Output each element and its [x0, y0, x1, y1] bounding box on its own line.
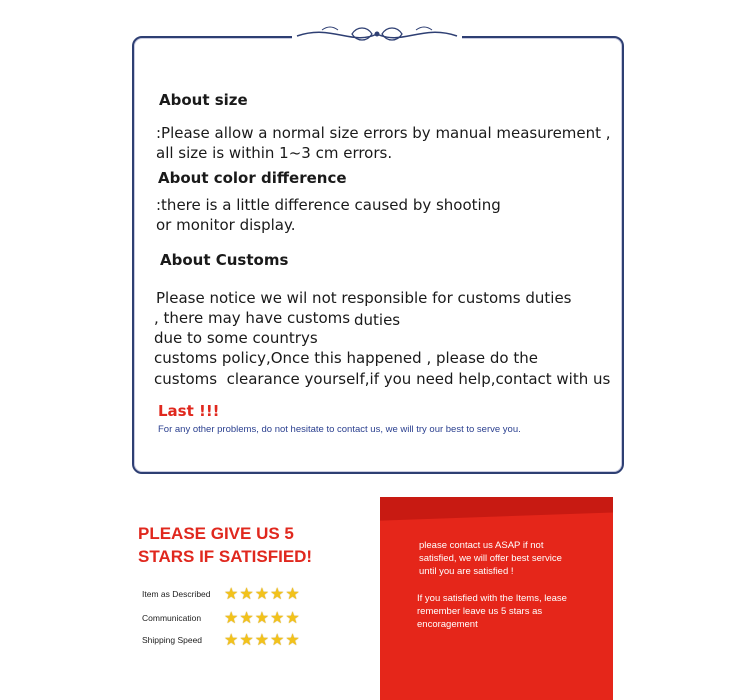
star-icon: ★	[254, 608, 270, 627]
rating-label: Communication	[142, 613, 202, 623]
red-card-para2-line1: If you satisfied with the Items, lease	[417, 593, 567, 604]
red-card-para1-line1: please contact us ASAP if not	[419, 540, 544, 551]
promo-title-line2: STARS IF SATISFIED!	[138, 547, 313, 566]
rating-row-item-described	[142, 584, 300, 604]
promo-title	[138, 522, 312, 568]
star-icon: ★	[270, 608, 285, 627]
rating-row-shipping-speed	[142, 630, 300, 650]
about-color-line1: :there is a little difference caused by shooting	[156, 196, 501, 214]
star-icon: ★	[270, 584, 285, 603]
red-card-para2-line3: encoragement	[417, 619, 478, 630]
about-customs-line1: Please notice we wil not responsible for customs duties	[156, 289, 572, 307]
star-icon: ★	[285, 584, 300, 603]
star-icon: ★	[239, 584, 254, 603]
star-rating	[224, 632, 300, 648]
star-icon: ★	[239, 608, 254, 627]
last-heading: Last !!!	[158, 402, 220, 420]
about-size-line1: :Please allow a normal size errors by manual measurement ,	[156, 124, 611, 142]
star-rating	[224, 610, 300, 626]
rating-label: Shipping Speed	[142, 635, 203, 645]
about-customs-line4: customs policy,Once this happened , please do the	[154, 349, 538, 367]
star-icon: ★	[285, 630, 300, 649]
last-text: For any other problems, do not hesitate to contact us, we will try our best to serve you.	[158, 424, 521, 435]
about-customs-line3: due to some countrys	[154, 329, 318, 347]
red-card-para1-line2: satisfied, we will offer best service	[419, 553, 562, 564]
rating-label: Item as Described	[142, 589, 211, 599]
about-size-heading: About size	[159, 91, 248, 109]
about-color-heading: About color difference	[158, 169, 347, 187]
promo-title-line1: PLEASE GIVE US 5	[138, 524, 294, 543]
red-card-para2-line2: remember leave us 5 stars as	[417, 606, 543, 617]
star-icon: ★	[270, 630, 285, 649]
red-card-para1-line3: until you are satisfied !	[419, 566, 514, 577]
about-size-line2: all size is within 1~3 cm errors.	[156, 144, 393, 162]
star-icon: ★	[239, 630, 254, 649]
star-icon: ★	[285, 608, 300, 627]
star-icon: ★	[224, 584, 239, 603]
rating-row-communication	[142, 608, 300, 628]
about-customs-heading: About Customs	[160, 251, 289, 269]
decorative-ornament-icon	[292, 16, 462, 52]
star-rating	[224, 586, 300, 602]
about-customs-line2-duties: duties	[354, 311, 401, 329]
star-icon: ★	[224, 630, 239, 649]
about-color-line2: or monitor display.	[156, 216, 296, 234]
star-icon: ★	[254, 584, 270, 603]
star-icon: ★	[224, 608, 239, 627]
star-icon: ★	[254, 630, 270, 649]
about-customs-line2: , there may have customs	[154, 309, 351, 327]
red-gift-box-image	[380, 497, 613, 700]
about-customs-line5: customs clearance yourself,if you need help,contact with us	[154, 370, 611, 388]
